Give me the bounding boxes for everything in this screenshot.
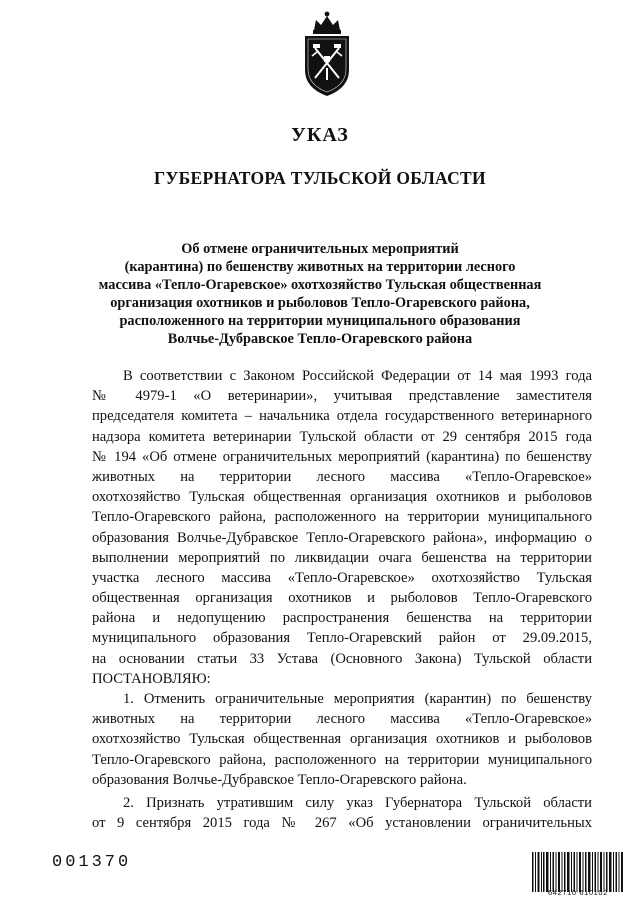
issuer-title: ГУБЕРНАТОРА ТУЛЬСКОЙ ОБЛАСТИ (154, 168, 486, 188)
subject-line: массива «Тепло-Огаревское» охотхозяйство Тульская общественная (98, 277, 542, 293)
text-line: охотхозяйство Тульская общественная организация охотников и рыболовов (92, 731, 592, 748)
subject-line: Об отмене ограничительных мероприятий (181, 241, 459, 257)
text-line: от 9 сентября 2015 года № 267 «Об установлении ограничительных (92, 815, 592, 832)
barcode-number: 642710 610102 (548, 888, 608, 897)
text-line: выполнении мероприятий по ликвидации очага бешенства на территории (92, 549, 592, 566)
text-line: Тепло-Огаревского района, расположенного на территории муниципального (92, 509, 592, 526)
text-line: 1. Отменить ограничительные мероприятия (карантин) по бешенству (123, 691, 592, 707)
text-line: муниципального образования Тепло-Огаревский район от 29.09.2015, (92, 630, 592, 647)
text-line: № 194 «Об отмене ограничительных мероприятий (карантина) по бешенству (92, 448, 592, 465)
text-line: В соответствии с Законом Российской Федерации от 14 мая 1993 года (123, 368, 592, 384)
text-line: района и недопущению распространения бешенства на территории (92, 610, 592, 627)
text-line: образования Волчье-Дубравское Тепло-Огаревского района. (92, 771, 467, 788)
tula-coat-of-arms-icon (296, 8, 358, 100)
subject-line: расположенного на территории муниципального образования (119, 313, 521, 329)
document-serial-number: 001370 (52, 853, 132, 872)
document-type-title: УКАЗ (291, 124, 349, 146)
text-line: на основании статьи 33 Устава (Основного Закона) Тульской области (92, 650, 592, 667)
subject-line: организация охотников и рыболовов Тепло-Огаревского района, (110, 295, 530, 311)
text-line: участка лесного массива «Тепло-Огаревское» охотхозяйство Тульская (92, 569, 592, 586)
decree-subject (80, 240, 560, 348)
text-line: животных на территории лесного массива «Тепло-Огаревское» (92, 711, 592, 728)
text-line: 2. Признать утратившим силу указ Губернатора Тульской области (123, 794, 592, 811)
text-line: Тепло-Огаревского района, расположенного на территории муниципального (92, 751, 592, 768)
text-line: охотхозяйство Тульская общественная организация охотников и рыболовов (92, 489, 592, 506)
text-line: председателя комитета – начальника отдела государственного ветеринарного (92, 408, 592, 425)
barcode-icon (532, 852, 624, 892)
resolution-word: ПОСТАНОВЛЯЮ: (92, 670, 211, 687)
text-line: общественная организация охотников и рыболовов Тепло-Огаревского (92, 590, 592, 607)
text-line: № 4979-1 «О ветеринарии», учитывая представление заместителя (92, 388, 592, 405)
subject-line: Волчье-Дубравское Тепло-Огаревского района (167, 331, 473, 347)
text-line: надзора комитета ветеринарии Тульской области от 29 сентября 2015 года (92, 428, 592, 445)
decree-body (92, 366, 592, 833)
subject-line: (карантина) по бешенству животных на территории лесного (124, 259, 516, 275)
text-line: животных на территории лесного массива «Тепло-Огаревское» (92, 468, 592, 485)
decree-item-1 (92, 689, 592, 790)
text-line: образования Волчье-Дубравское Тепло-Огаревского района», информацию о (92, 529, 592, 546)
preamble-paragraph (92, 366, 592, 689)
decree-item-2 (92, 793, 592, 833)
